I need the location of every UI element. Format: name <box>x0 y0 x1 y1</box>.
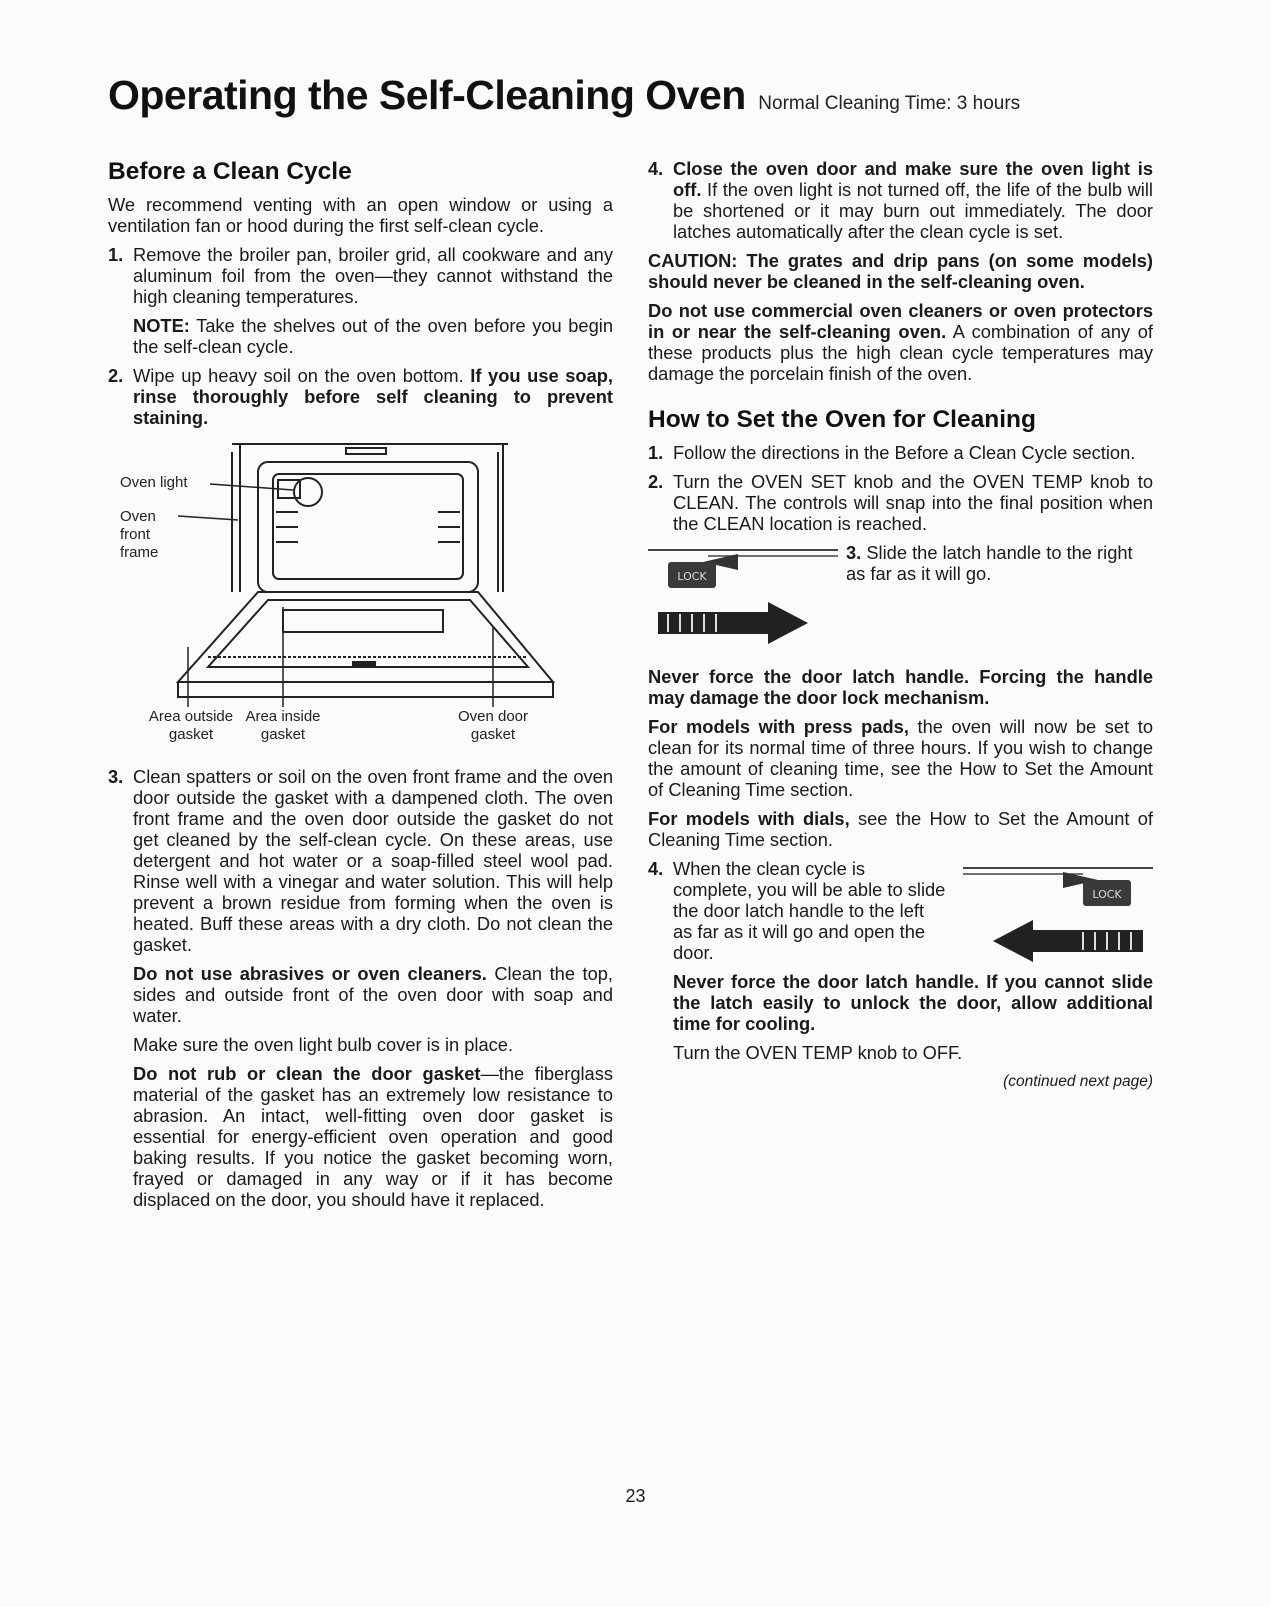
turn-off-instruction: Turn the OVEN TEMP knob to OFF. <box>673 1042 963 1063</box>
step-4-close-door <box>648 158 1153 242</box>
warning-bold: Do not rub or clean the door gasket <box>133 1063 481 1084</box>
warning-text: A combination of any of these products plus the high clean cycle temperatures may damage the porcelain finish of the oven. <box>648 321 1153 384</box>
step-number: 2. <box>648 471 664 492</box>
press-pads-note <box>648 716 1153 800</box>
step-text: Remove the broiler pan, broiler grid, all cookware and any aluminum foil from the oven—they cannot withstand the high cleaning temperatures. <box>133 244 613 307</box>
latch-lock-figure <box>648 542 1153 654</box>
right-column <box>648 158 1153 1092</box>
step-text: If the oven light is not turned off, the life of the bulb will be shortened or it may burn out immediately. The door latches automatically after the clean cycle is set. <box>673 179 1153 242</box>
page-number: 23 <box>625 1486 646 1506</box>
step-bold-text: Close the oven door and make sure the oven light is off. <box>673 158 1153 200</box>
lock-label: LOCK <box>1092 888 1122 901</box>
intro-paragraph: We recommend venting with an open window or using a ventilation fan or hood during the first self-clean cycle. <box>108 194 613 236</box>
label-oven-door-gasket: Oven door gasket <box>457 708 529 743</box>
warning-bold: Do not use commercial oven cleaners or oven protectors in or near the self-cleaning oven. <box>648 300 1153 342</box>
step-bold-text: If you use soap, rinse thoroughly before self cleaning to prevent staining. <box>133 365 613 428</box>
step-3 <box>108 766 613 955</box>
note <box>108 315 613 357</box>
section-heading-before-clean: Before a Clean Cycle <box>108 158 352 185</box>
latch-right-illustration <box>648 542 848 654</box>
note-text: see the How to Set the Amount of Cleaning Time section. <box>648 808 1153 850</box>
bulb-cover-note: Make sure the oven light bulb cover is in place. <box>133 1034 514 1055</box>
dials-note <box>648 808 1153 850</box>
commercial-cleaners-warning <box>648 300 1153 384</box>
step-number: 4. <box>648 858 664 879</box>
step-text: Clean spatters or soil on the oven front frame and the oven door outside the gasket with a dampened cloth. The oven front frame and the oven door outside the gasket do not get cleaned by the self-clean cycle. On these areas, use detergent and hot water or a soap-filled steel wool pad. Rinse well with a vinegar and water solution. This will help prevent a brown residue from forming when the oven is heated. Buff these areas with a dry cloth. Do not clean the gasket. <box>133 766 613 955</box>
label-oven-light: Oven light <box>120 474 188 491</box>
warning-text: —the fiberglass material of the gasket has an extremely low resistance to abrasion. An intact, well-fitting oven door gasket is essential for energy-efficient oven operation and good baking results. If you notice the gasket becoming worn, frayed or damaged in any way or if it has become displaced on the door, you should have it replaced. <box>133 1063 613 1210</box>
section-heading-set-oven: How to Set the Oven for Cleaning <box>648 406 1036 433</box>
note-text: Take the shelves out of the oven before you begin the self-clean cycle. <box>133 315 613 357</box>
step-4-text-block <box>648 858 948 963</box>
note-bold: For models with dials, <box>648 808 850 829</box>
warning-text: Clean the top, sides and outside front of the oven door with soap and water. <box>133 963 613 1026</box>
step-number: 2. <box>108 365 124 386</box>
never-force-warning-2: Never force the door latch handle. If you cannot slide the latch easily to unlock the door, allow additional time for cooling. <box>673 971 1153 1034</box>
warning-bold: Do not use abrasives or oven cleaners. <box>133 963 487 984</box>
lock-label: LOCK <box>677 570 707 583</box>
note-label: NOTE: <box>133 315 190 336</box>
label-area-outside-gasket: Area outside gasket <box>148 708 234 743</box>
step-number: 4. <box>648 158 664 179</box>
continued-note: (continued next page) <box>1003 1073 1153 1090</box>
step-number: 1. <box>648 442 664 463</box>
page-subtitle: Normal Cleaning Time: 3 hours <box>758 93 1021 114</box>
step-number: 3. <box>108 766 124 787</box>
note-bold: For models with press pads, <box>648 716 909 737</box>
left-column <box>108 158 613 1218</box>
caution-text: CAUTION: The grates and drip pans (on some models) should never be cleaned in the self-cleaning oven. <box>648 250 1153 292</box>
label-area-inside-gasket: Area inside gasket <box>245 708 321 743</box>
set-step-2 <box>648 471 1153 534</box>
set-step-3 <box>846 542 1151 584</box>
abrasives-warning <box>108 963 613 1026</box>
step-number: 3. <box>846 542 862 563</box>
step-text: When the clean cycle is complete, you will be able to slide the door latch handle to the left as far as it will go and open the door. <box>673 858 946 963</box>
step-1 <box>108 244 613 307</box>
step-text: Follow the directions in the Before a Clean Cycle section. <box>673 442 1136 463</box>
step-text: Slide the latch handle to the right as far as it will go. <box>846 542 1133 584</box>
page-header <box>108 72 1020 119</box>
oven-diagram <box>108 442 613 754</box>
set-step-4 <box>648 858 1153 963</box>
label-oven-front-frame: Oven front frame <box>120 508 159 561</box>
latch-left-illustration <box>953 860 1153 972</box>
never-force-warning: Never force the door latch handle. Forcing the handle may damage the door lock mechanism. <box>648 666 1153 708</box>
note-text: the oven will now be set to clean for its normal time of three hours. If you wish to change the amount of cleaning time, see the How to Set the Amount of Cleaning Time section. <box>648 716 1153 800</box>
step-2 <box>108 365 613 428</box>
gasket-warning <box>108 1063 613 1210</box>
step-text: Turn the OVEN SET knob and the OVEN TEMP knob to CLEAN. The controls will snap into the final position when the CLEAN location is reached. <box>673 471 1153 534</box>
set-step-1 <box>648 442 1153 463</box>
step-text: Wipe up heavy soil on the oven bottom. <box>133 365 471 386</box>
step-number: 1. <box>108 244 124 265</box>
page-title: Operating the Self-Cleaning Oven <box>108 72 746 118</box>
